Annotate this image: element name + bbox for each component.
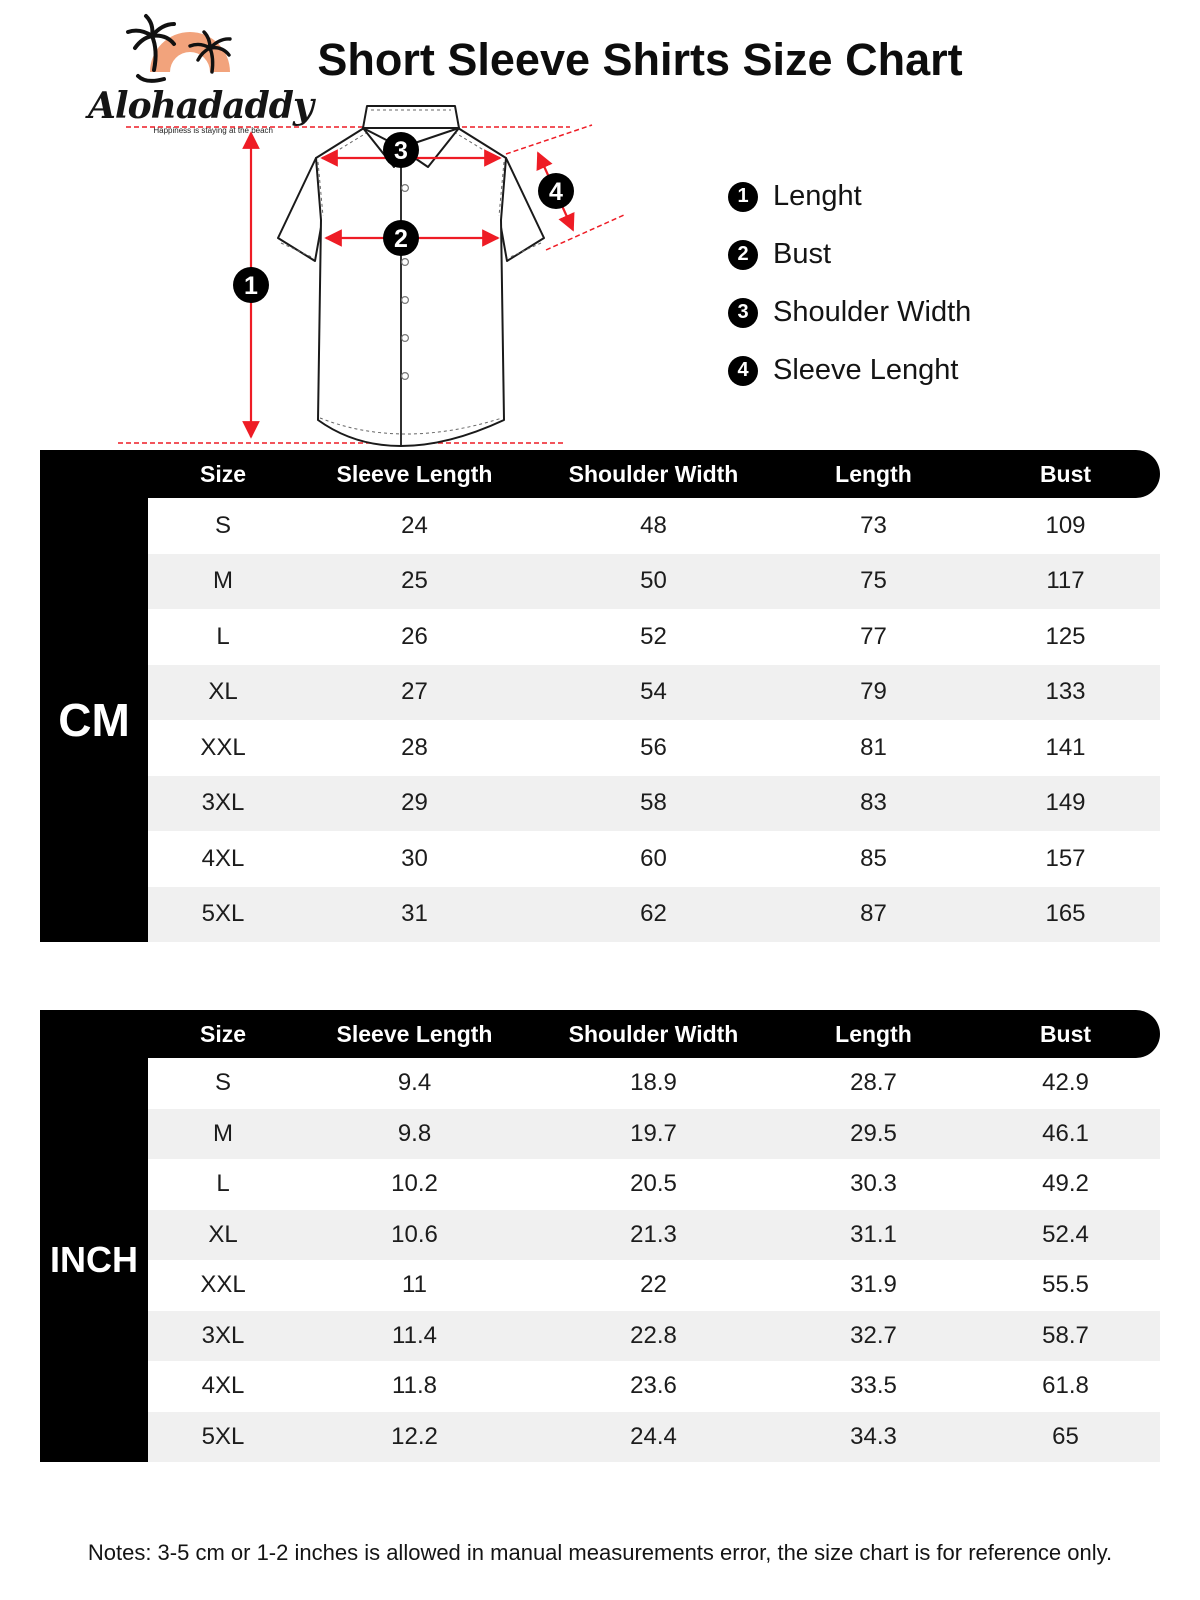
- size-cell: S: [214, 1069, 231, 1097]
- size-cell: 4XL: [201, 1372, 245, 1400]
- page-title: Short Sleeve Shirts Size Chart: [317, 34, 963, 85]
- shirt-measurement-diagram: [118, 100, 628, 450]
- value-cell: 11.8: [392, 1372, 437, 1400]
- value-cell: 125: [1045, 622, 1086, 650]
- table-row: [148, 1058, 1160, 1109]
- svg-text:1: 1: [244, 272, 258, 300]
- sleeve-lower-dash: [546, 215, 624, 250]
- size-cell: M: [213, 567, 233, 595]
- brand-tagline: Happiness is staying at the beach: [153, 126, 273, 135]
- value-cell: 26: [401, 622, 428, 650]
- value-cell: 87: [860, 900, 887, 928]
- cm-table-header: [40, 450, 1160, 498]
- value-cell: 11.4: [392, 1321, 437, 1349]
- value-cell: 29: [401, 789, 428, 817]
- value-cell: 9.4: [397, 1069, 432, 1097]
- svg-text:3: 3: [394, 137, 408, 165]
- legend-label: Lenght: [773, 180, 862, 212]
- value-cell: 65: [1052, 1422, 1079, 1450]
- size-cell: L: [216, 1170, 230, 1198]
- value-cell: 61.8: [1042, 1372, 1089, 1400]
- value-cell: 18.9: [630, 1069, 677, 1097]
- column-header: Sleeve Length: [336, 1020, 493, 1047]
- value-cell: 24: [401, 511, 428, 539]
- table-row: [148, 720, 1160, 776]
- value-cell: 9.8: [397, 1119, 432, 1147]
- value-cell: 52: [640, 622, 667, 650]
- size-cell: L: [216, 622, 230, 650]
- svg-text:2: 2: [394, 225, 408, 253]
- size-cell: XXL: [200, 733, 246, 761]
- inch-table-header: [40, 1010, 1160, 1058]
- value-cell: 22: [640, 1271, 667, 1299]
- value-cell: 58: [640, 789, 667, 817]
- value-cell: 62: [640, 900, 667, 928]
- legend-label: Bust: [773, 238, 832, 270]
- brand-name: Alohadaddy: [88, 85, 313, 127]
- size-cell: 5XL: [201, 900, 245, 928]
- inch-size-table: [40, 1010, 1160, 1462]
- measurement-legend: [728, 180, 971, 387]
- value-cell: 83: [860, 789, 887, 817]
- value-cell: 157: [1045, 844, 1086, 872]
- table-row: [148, 776, 1160, 832]
- size-cell: S: [214, 511, 231, 539]
- size-cell: XXL: [200, 1271, 246, 1299]
- legend-number-badge: 2: [728, 240, 758, 270]
- column-header: Shoulder Width: [568, 460, 739, 487]
- table-row: [148, 554, 1160, 610]
- value-cell: 34.3: [850, 1422, 897, 1450]
- table-row: [148, 609, 1160, 665]
- value-cell: 32.7: [850, 1321, 897, 1349]
- legend-number-badge: 3: [728, 298, 758, 328]
- value-cell: 28: [401, 733, 428, 761]
- value-cell: 56: [640, 733, 667, 761]
- size-cell: 3XL: [201, 1321, 245, 1349]
- value-cell: 31.1: [850, 1220, 897, 1248]
- cm-size-table: [40, 450, 1160, 942]
- value-cell: 79: [860, 678, 887, 706]
- value-cell: 11: [402, 1271, 427, 1299]
- size-cell: 5XL: [201, 1422, 245, 1450]
- svg-text:4: 4: [549, 178, 563, 206]
- value-cell: 81: [860, 733, 887, 761]
- value-cell: 73: [860, 511, 887, 539]
- value-cell: 141: [1045, 733, 1086, 761]
- value-cell: 165: [1045, 900, 1086, 928]
- value-cell: 85: [860, 844, 887, 872]
- value-cell: 30.3: [850, 1170, 897, 1198]
- value-cell: 12.2: [391, 1422, 438, 1450]
- diagram-number-4: [538, 173, 574, 209]
- table-row: [148, 887, 1160, 943]
- column-header: Bust: [1039, 1020, 1092, 1047]
- table-row: [148, 1159, 1160, 1210]
- value-cell: 50: [640, 567, 667, 595]
- table-row: [148, 1412, 1160, 1463]
- legend-item-bust: [728, 238, 971, 271]
- legend-label: Sleeve Lenght: [773, 354, 959, 386]
- legend-number-badge: 1: [728, 182, 758, 212]
- legend-item-shoulder-width: [728, 296, 971, 329]
- diagram-number-2: [383, 220, 419, 256]
- unit-label-inch: INCH: [50, 1239, 138, 1280]
- value-cell: 30: [401, 844, 428, 872]
- column-header: Sleeve Length: [336, 460, 493, 487]
- value-cell: 31.9: [850, 1271, 897, 1299]
- legend-label: Shoulder Width: [773, 296, 972, 328]
- value-cell: 109: [1045, 511, 1086, 539]
- table-row: [148, 1311, 1160, 1362]
- value-cell: 54: [640, 678, 667, 706]
- value-cell: 75: [860, 567, 887, 595]
- diagram-number-1: [233, 267, 269, 303]
- sleeve-upper-dash: [506, 125, 592, 154]
- table-row: [148, 1260, 1160, 1311]
- value-cell: 10.6: [391, 1220, 438, 1248]
- value-cell: 25: [401, 567, 428, 595]
- value-cell: 55.5: [1042, 1271, 1089, 1299]
- unit-label-cm: CM: [58, 694, 130, 746]
- value-cell: 52.4: [1042, 1220, 1089, 1248]
- value-cell: 48: [640, 511, 667, 539]
- value-cell: 24.4: [630, 1422, 677, 1450]
- size-cell: XL: [208, 678, 238, 706]
- value-cell: 20.5: [630, 1170, 677, 1198]
- diagram-number-3: [383, 132, 419, 168]
- shirt-body: [316, 128, 506, 446]
- table-row: [148, 1361, 1160, 1412]
- value-cell: 21.3: [630, 1220, 677, 1248]
- inch-table-rows: [148, 1058, 1160, 1462]
- table-row: [148, 498, 1160, 554]
- value-cell: 133: [1045, 678, 1086, 706]
- value-cell: 31: [401, 900, 428, 928]
- value-cell: 58.7: [1042, 1321, 1089, 1349]
- column-header: Length: [835, 460, 912, 487]
- value-cell: 23.6: [630, 1372, 677, 1400]
- cm-table-rows: [148, 498, 1160, 942]
- size-cell: M: [213, 1119, 233, 1147]
- size-cell: 4XL: [201, 844, 245, 872]
- size-cell: 3XL: [201, 789, 245, 817]
- table-row: [148, 1210, 1160, 1261]
- palm-sunset-logo-icon: [88, 6, 283, 88]
- value-cell: 10.2: [391, 1170, 438, 1198]
- column-header: Size: [199, 1020, 247, 1047]
- value-cell: 19.7: [630, 1119, 677, 1147]
- value-cell: 42.9: [1042, 1069, 1089, 1097]
- column-header: Shoulder Width: [568, 1020, 739, 1047]
- column-header: Size: [199, 460, 247, 487]
- value-cell: 29.5: [850, 1119, 897, 1147]
- legend-number-badge: 4: [728, 356, 758, 386]
- value-cell: 149: [1045, 789, 1086, 817]
- table-row: [148, 665, 1160, 721]
- table-row: [148, 1109, 1160, 1160]
- notes-text: Notes: 3-5 cm or 1-2 inches is allowed in manual measurements error, the size chart is for reference only.: [87, 1540, 1113, 1565]
- value-cell: 28.7: [850, 1069, 897, 1097]
- collar-band: [363, 106, 459, 128]
- table-row: [148, 831, 1160, 887]
- value-cell: 22.8: [630, 1321, 677, 1349]
- value-cell: 46.1: [1042, 1119, 1089, 1147]
- legend-item-sleeve-lenght: [728, 354, 971, 387]
- value-cell: 49.2: [1042, 1170, 1089, 1198]
- value-cell: 117: [1046, 567, 1085, 595]
- value-cell: 27: [401, 678, 428, 706]
- unit-rail-inch: [40, 1058, 148, 1462]
- column-header: Bust: [1039, 460, 1092, 487]
- size-cell: XL: [208, 1220, 238, 1248]
- value-cell: 77: [860, 622, 887, 650]
- unit-rail-cm: [40, 498, 148, 942]
- column-header: Length: [835, 1020, 912, 1047]
- value-cell: 60: [640, 844, 667, 872]
- legend-item-lenght: [728, 180, 971, 213]
- value-cell: 33.5: [850, 1372, 897, 1400]
